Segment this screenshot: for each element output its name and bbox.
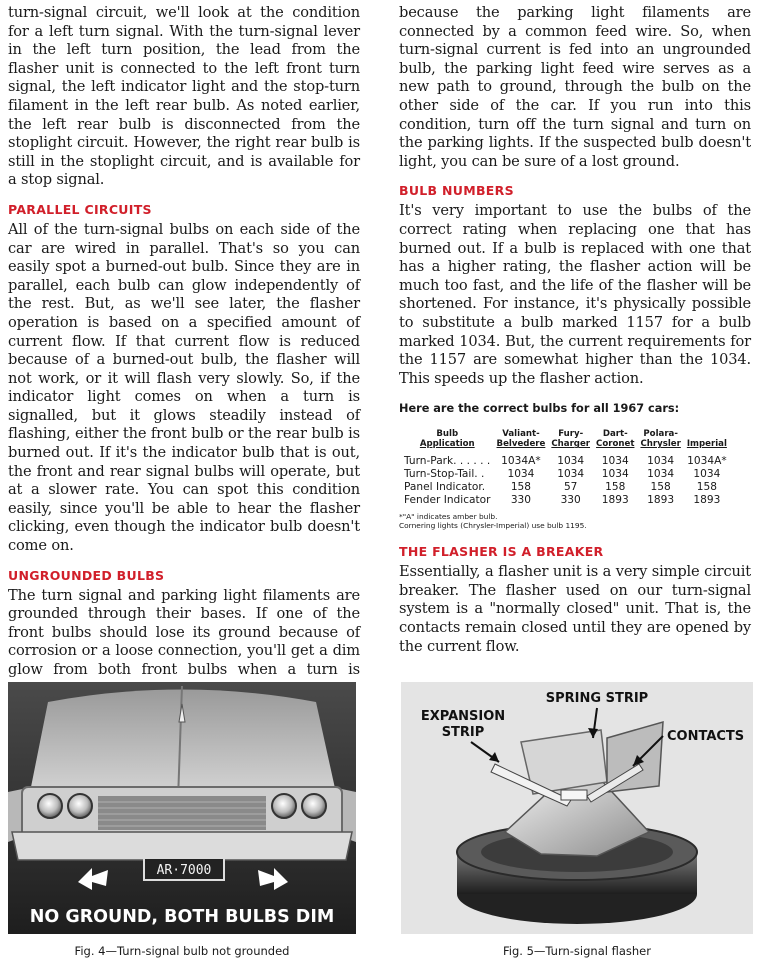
spring-strip-label: SPRING STRIP — [545, 691, 649, 706]
ungrounded-bulbs-paragraph: The turn signal and parking light filaments are grounded through their bases. If one of the front bulbs should lose its ground because of corrosion or a loose connection, you'll get a dim glow from both front bulbs when a turn is — [8, 586, 360, 678]
figure-4-car-photo — [8, 682, 356, 934]
table-row: Panel Indicator. 158 57 158 158 158 — [404, 481, 717, 494]
left-column — [8, 4, 360, 698]
header-dart-coronet: Dart- Coronet — [596, 429, 635, 450]
flasher-heading: THE FLASHER IS A BREAKER — [399, 544, 604, 560]
header-imperial: Imperial — [686, 439, 727, 450]
right-column — [399, 4, 751, 656]
right-headlight — [302, 794, 326, 818]
expansion-strip-label-line2: STRIP — [441, 725, 485, 740]
bulb-table-intro: Here are the correct bulbs for all 1967 cars: — [399, 402, 680, 416]
flasher-paragraph: Essentially, a flasher unit is a very simple circuit breaker. The flasher used on our turn-signal system is a "normally closed" unit. That is, the contacts remain closed until they are opened by the current flow. — [399, 563, 751, 655]
continued-paragraph: because the parking light filaments are connected by a common feed wire. So, when turn-signal current is fed into an ungrounded bulb, the parking light feed wire serves as a new path to ground, through the bulb on the other side of the car. If you run into this condition, turn off the turn signal and turn on the parking lights. If the suspected bulb doesn't light, you can be sure of a lost ground. — [399, 4, 751, 170]
bulb-table-header — [401, 429, 730, 451]
left-inner-headlight — [68, 794, 92, 818]
table-row: Fender Indicator 330 330 1893 1893 1893 — [404, 494, 721, 507]
contacts-label: CONTACTS — [667, 729, 745, 744]
bulb-table — [401, 429, 730, 507]
table-note-amber: *"A" indicates amber bulb. — [399, 512, 498, 522]
left-headlight — [38, 794, 62, 818]
license-plate: AR·7000 — [156, 863, 212, 878]
figure-5-flasher-photo — [401, 682, 753, 934]
figure-5-caption: Fig. 5—Turn-signal flasher — [503, 944, 651, 958]
header-valiant-belvedere: Valiant- Belvedere — [496, 429, 546, 450]
right-inner-headlight — [272, 794, 296, 818]
table-row: Turn-Stop-Tail. . 1034 1034 1034 1034 1034 — [404, 468, 721, 481]
table-note-cornering: Cornering lights (Chrysler-Imperial) use bulb 1195. — [399, 521, 587, 531]
intro-paragraph: turn-signal circuit, we'll look at the condition for a left turn signal. With the turn-signal lever in the left turn position, the lead from the flasher unit is connected to the left front turn signal, the left indicator light and the stop-turn filament in the left rear bulb. As noted earlier, the left rear bulb is disconnected from the stoplight circuit. However, the right rear bulb is still in the stoplight circuit, and is available for a stop signal. — [8, 4, 360, 189]
table-row: Turn-Park. . . . . . 1034A* 1034 1034 1034 1034A* — [404, 455, 727, 468]
ungrounded-bulbs-heading: UNGROUNDED BULBS — [8, 567, 165, 583]
header-fury-charger: Fury- Charger — [551, 429, 591, 450]
header-application: Bulb Application — [419, 429, 475, 450]
parallel-circuits-paragraph: All of the turn-signal bulbs on each side of the car are wired in parallel. That's so you can easily spot a burned-out bulb. Since they are in parallel, each bulb can glow independently of the rest. But, as we'll see later, the flasher operation is based on a specified amount of current flow. If that current flow is reduced because of a burned-out bulb, the flasher will not work, or it will flash very slowly. So, if the indicator light comes on when a turn is signalled, but it glows steadily instead of flashing, either the front bulb or the rear bulb is burned out. If it's the indicator bulb that is out, the front and rear signal bulbs will operate, but at a slower rate. You can spot this condition easily, since you'll be able to hear the flasher clicking, even though the indicator bulb doesn't come on. — [8, 220, 360, 555]
bulb-numbers-paragraph: It's very important to use the bulbs of the correct rating when replacing one that has burned out. If a bulb is replaced with one that has a higher rating, the flasher action will be much too fast, and the life of the flasher will be shortened. For instance, it's physically possible to substitute a bulb marked 1157 for a bulb marked 1034. But, the current requirements for the 1157 are somewhat higher than the 1034. This speeds up the flasher action. — [399, 202, 751, 387]
bulb-numbers-heading: BULB NUMBERS — [399, 183, 514, 199]
expansion-strip-label: EXPANSION — [420, 709, 506, 724]
parallel-circuits-heading: PARALLEL CIRCUITS — [8, 201, 152, 217]
figure-4-overlay-text: NO GROUND, BOTH BULBS DIM — [29, 907, 335, 927]
header-polara-chrysler: Polara- Chrysler — [640, 429, 681, 450]
figure-4-caption: Fig. 4—Turn-signal bulb not grounded — [74, 944, 290, 958]
